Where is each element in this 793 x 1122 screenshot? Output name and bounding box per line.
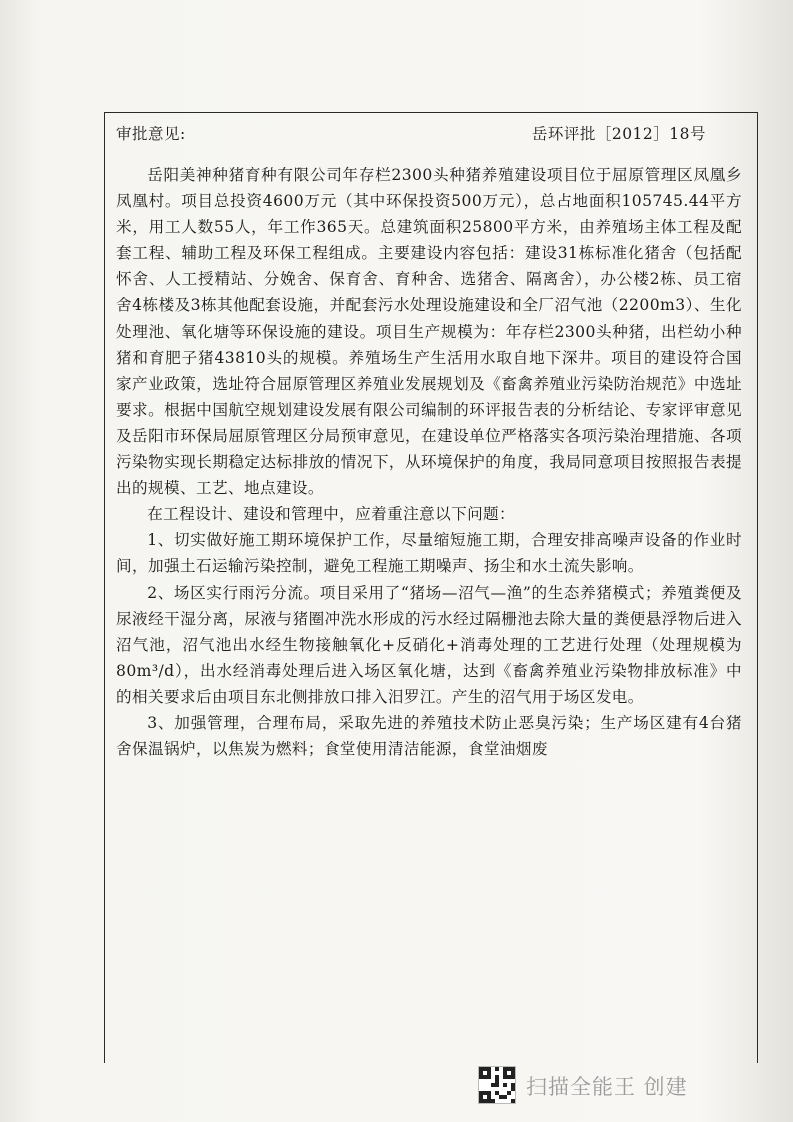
approval-body	[116, 162, 742, 762]
paragraph-item-1: 1、切实做好施工期环境保护工作，尽量缩短施工期，合理安排高噪声设备的作业时间，加强土石运输污染控制，避免工程施工期噪声、扬尘和水土流失影响。	[116, 531, 742, 576]
qr-code-icon	[478, 1066, 516, 1104]
paragraph-item-2: 2、场区实行雨污分流。项目采用了“猪场—沼气—渔”的生态养猪模式；养殖粪便及尿液经干湿分离，尿液与猪圈冲洗水形成的污水经过隔栅池去除大量的粪便悬浮物后进入沼气池，沼气池出水经生物接触氧化+反硝化+消毒处理的工艺进行处理（处理规模为80m³/d），出水经消毒处理后进入场区氧化塘，达到《畜禽养殖业污染物排放标准》中的相关要求后由项目东北侧排放口排入汨罗江。产生的沼气用于场区发电。	[116, 583, 742, 706]
approval-opinion-label: 审批意见:	[116, 125, 186, 143]
paragraph-project-summary: 岳阳美神种猪育种有限公司年存栏2300头种猪养殖建设项目位于屈原管理区凤凰乡凤凰村。项目总投资4600万元（其中环保投资500万元），总占地面积105745.44平方米，用工人数55人，年工作365天。总建筑面积25800平方米，由养殖场主体工程及配套工程、辅助工程及环保工程组成。主要建设内容包括：建设31栋标准化猪舍（包括配怀舍、人工授精站、分娩舍、保育舍、育种舍、选猪舍、隔离舍），办公楼2栋、员工宿舍4栋楼及3栋其他配套设施，并配套污水处理设施建设和全厂沼气池（2200m3）、生化处理池、氧化塘等环保设施的建设。项目生产规模为：年存栏2300头种猪，出栏幼小种猪和育肥子猪43810头的规模。养殖场生产生活用水取自地下深井。项目的建设符合国家产业政策，选址符合屈原管理区养殖业发展规划及《畜禽养殖业污染防治规范》中选址要求。根据中国航空规划建设发展有限公司编制的环评报告表的分析结论、专家评审意见及岳阳市环保局屈原管理区分局预审意见，在建设单位严格落实各项污染治理措施、各项污染物实现长期稳定达标排放的情况下，从环境保护的角度，我局同意项目按照报告表提出的规模、工艺、地点建设。	[116, 166, 742, 498]
paragraph-item-3: 3、加强管理，合理布局，采取先进的养殖技术防止恶臭污染；生产场区建有4台猪舍保温锅炉，以焦炭为燃料；食堂使用清洁能源，食堂油烟废	[116, 713, 742, 759]
scanner-watermark	[478, 1064, 728, 1104]
header-row	[116, 122, 748, 148]
document-number: 岳环评批［2012］18号	[531, 125, 706, 143]
watermark-text: 扫描全能王 创建	[526, 1075, 688, 1099]
paragraph-attention-intro: 在工程设计、建设和管理中，应着重注意以下问题：	[147, 505, 516, 524]
